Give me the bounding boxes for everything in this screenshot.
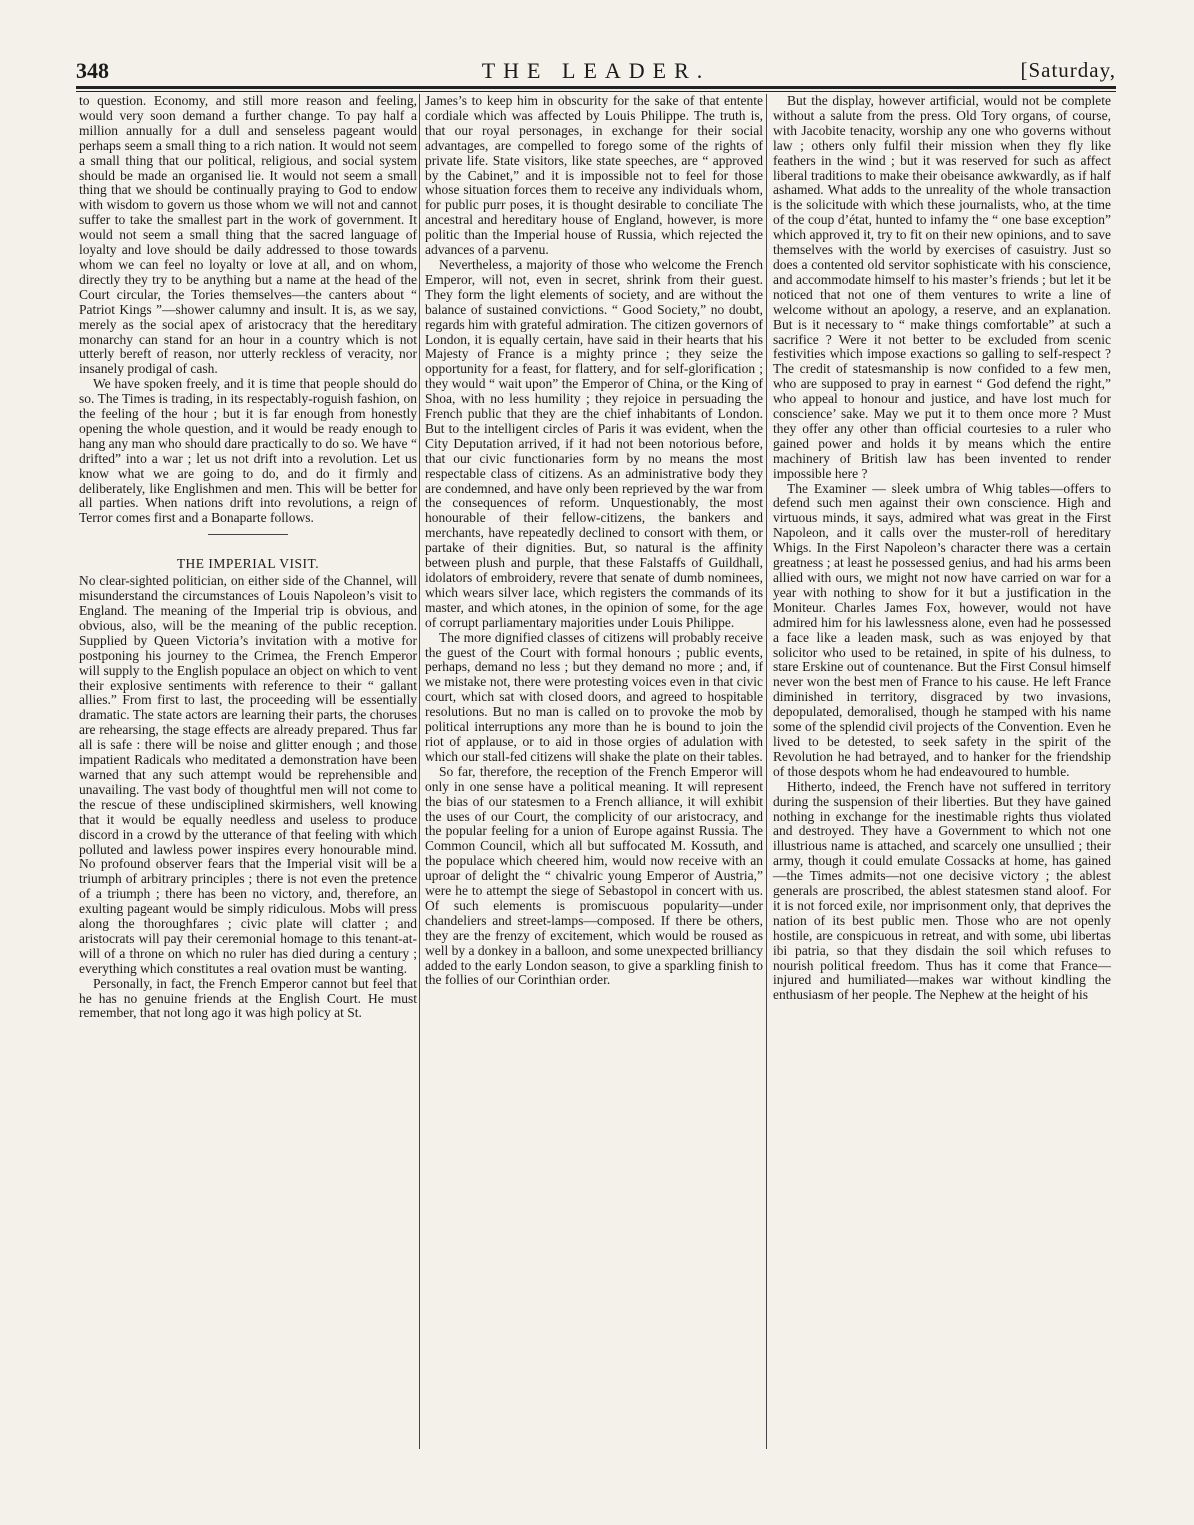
paragraph: We have spoken freely, and it is time that people should do so. The Times is trading, in its respectably-roguish fashion, on the feeling of the hour ; but it is far enough from honestly opening the whole question, and it would be ready enough to hang any man who should dare practically to do so. We have “ drifted” into a war ; let us not drift into a revolution. Let us know what we are going to do, and do it firmly and deliberately, like Englishmen and men. This will be better for all parties. When nations drift into revolutions, a reign of Terror comes first and a Bonaparte follows. <box>79 376 417 526</box>
paragraph: No clear-sighted politician, on either side of the Channel, will misunderstand the circumstances of Louis Napoleon’s visit to England. The meaning of the Imperial trip is obvious, and obvious, also, will be the meaning of the public reception. Supplied by Queen Victoria’s invitation with a motive for postponing his journey to the Crimea, the French Emperor will supply to the English populace an object on which to vent their explosive sentiments with reference to their “ gallant allies.” From first to last, the proceeding will be essentially dramatic. The state actors are learning their parts, the choruses are rehearsing, the stage effects are already prepared. Thus far all is safe : there will be noise and glitter enough ; and those impatient Radicals who meditated a demonstration have been warned that any such attempt would be reprehensible and unavailing. The vast body of thoughtful men will not come to the rescue of these undisciplined skirmishers, well knowing that it would be equally needless and useless to produce discord in a crowd by the utterance of that feeling with which polluted and lawless power inspires every honourable mind. No profound observer fears that the Imperial visit will be a triumph of arbitrary principles ; there is not even the pretence of a triumph ; there has been no victory, and, therefore, an exulting pageant would be simply ridiculous. Mobs will press along the thoroughfares ; civic plate will clatter ; and aristocrats will pay their ceremonial homage to this tenant-at-will of a throne on which no ruler has died during a century ; everything which constitutes a real ovation must be wanting. <box>79 573 417 976</box>
header-rule <box>76 86 1116 89</box>
column-divider <box>419 94 420 1449</box>
masthead-title: THE LEADER. <box>481 58 711 83</box>
column-2 <box>425 94 763 988</box>
header-rule-thin <box>76 91 1116 92</box>
paragraph: Nevertheless, a majority of those who welcome the French Emperor, will not, even in secret, shrink from their guest. They form the light elements of society, and are without the balance of sustained convictions. “ Good Society,” no doubt, regards him with grateful admiration. The citizen governors of London, it is equally certain, have said in their hearts that his Majesty of France is a mighty prince ; they seize the opportunity for a feast, for flattery, and for self-glorification ; they would “ wait upon” the Emperor of China, or the King of Shoa, with no less humility ; they rejoice in persuading the French public that they are the chief inhabitants of London. But to the intelligent circles of Paris it was evident, when the City Deputation arrived, if it had not been notorious before, that our civic functionaries form by no means the most respectable class of citizens. As an administrative body they are condemned, and have only been reprieved by the war from the consequences of reform. Unquestionably, the most honourable of their fellow-citizens, the bankers and merchants, have repeatedly declined to consort with them, or partake of their dignities. But, so natural is the affinity between plush and purple, that these Falstaffs of Guildhall, idolators of embroidery, revere that senate of dumb nominees, which wears silver lace, which registers the commands of its master, and which atones, in the opinion of some, for the age of corrupt parliamentary majorities under Louis Philippe. <box>425 256 763 630</box>
column-1 <box>79 94 417 1021</box>
page-number: 348 <box>76 58 109 83</box>
article-heading: THE IMPERIAL VISIT. <box>176 556 320 572</box>
paragraph: to question. Economy, and still more reason and feeling, would very soon demand a further change. To pay half a million annually for a dull and senseless pageant would perhaps seem a small thing to a rich nation. It would not seem a small thing that our political, religious, and social system should be made an organised lie. It would not seem a small thing that we should be continually praying to God to endow with wisdom to govern us those whom we will not and cannot suffer to take the smallest part in the work of government. It would not seem a small thing that the sacred language of loyalty and love should be daily addressed to those towards whom we can feel no loyalty or love at all, and on whom, directly they try to be anything but a name at the head of the Court circular, the Tories themselves—the canters about “ Patriot Kings ”—shower calumny and insult. It is, as we say, merely as the social apex of aristocracy that the hereditary monarchy can stand for an hour in a country which is not utterly bereft of reason, nor utterly reckless of veracity, nor insanely prodigal of cash. <box>79 93 417 377</box>
paragraph: So far, therefore, the reception of the French Emperor will only in one sense have a political meaning. It will represent the bias of our statesmen to a French alliance, it will exhibit the uses of our Court, the complicity of our aristocracy, and the popular feeling for a union of Europe against Russia. The Common Council, which all but suffocated M. Kossuth, and the populace which cheered him, would now receive with an uproar of delight the “ chivalric young Emperor of Austria,” were he to attempt the siege of Sebastopol in concert with us. Of such elements is promiscuous popularity—under chandeliers and street-lamps—composed. If there be others, they are the frenzy of excitement, which would be roused as well by a donkey in a balloon, and some unexpected brilliancy added to the early London season, to give a sparkling finish to the follies of our Corinthian order. <box>425 763 763 988</box>
paragraph: Hitherto, indeed, the French have not suffered in territory during the suspension of their liberties. But they have gained nothing in exchange for the inestimable rights thus violated and destroyed. They have a Government to which not one illustrious name is attached, and scarcely one unsullied ; their army, though it could emulate Cossacks at home, has gained—the Times admits—not one decisive victory ; the ablest generals are proscribed, the ablest statesmen stand aloof. For it is not forced exile, nor imprisonment only, that deprives the nation of its best public men. Those who are not openly hostile, are conspicuous in retreat, and with some, ubi libertas ibi patria, so that they disdain the soil which refuses to nourish political freedom. Thus has it come that France—injured and humiliated—makes war without kindling the enthusiasm of her people. The Nephew at the height of his <box>773 778 1111 1003</box>
dateline: [Saturday, <box>1020 58 1116 82</box>
paragraph: James’s to keep him in obscurity for the sake of that entente cordiale which was affected by Louis Philippe. The truth is, that our royal personages, in exchange for their social advantages, are compelled to forego some of the rights of private life. State visitors, like state speeches, are “ approved by the Cabinet,” and it is impossible not to feel for those whose situation forces them to receive any individuals whom, for public purr poses, it is thought desirable to conciliate The ancestral and hereditary house of England, however, is more politic than the Imperial house of Russia, which rejected the advances of a parvenu. <box>425 93 763 258</box>
column-3 <box>773 94 1111 1003</box>
page-header <box>76 54 1116 88</box>
paragraph: Personally, in fact, the French Emperor cannot but feel that he has no genuine friends at the English Court. He must remember, that not long ago it was high policy at St. <box>79 975 417 1021</box>
section-rule <box>208 534 288 535</box>
paragraph: But the display, however artificial, would not be complete without a salute from the press. Old Tory organs, of course, with Jacobite tenacity, worship any one who governs without law ; others only fulfil their mission when they fly like feathers in the wind ; but it was reserved for such as affect liberal traditions to make their obeisance awkwardly, as if half ashamed. What adds to the unreality of the whole transaction is the solicitude with which these journalists, who, at the time of the coup d’état, hunted to infamy the “ one base exception” which approved it, try to fit on their new opinions, and to save themselves with the world by exercises of casuistry. Just so does a contented old servitor sophisticate with his conscience, and accommodate himself to his master’s friends ; but let it be noticed that not one of them ventures to write a line of welcome without an apology, a reserve, and an explanation. But is it necessary to “ make things comfortable” at such a sacrifice ? Were it not better to be excluded from scenic festivities which impose exactions so galling to self-respect ? The credit of statesmanship is now confided to a few men, who are supposed to pray in earnest “ God defend the right,” who appeal to honour and justice, and have lost much for conscience’ sake. May we put it to them once more ? Must they offer any other than official courtesies to a ruler who gained power and holds it by means which the entire machinery of British law has been invented to render impossible here ? <box>773 93 1111 481</box>
paragraph: The Examiner — sleek umbra of Whig tables—offers to defend such men against their own conscience. High and virtuous minds, it says, admired what was great in the First Napoleon, and it calls over the muster-roll of hereditary Whigs. In the First Napoleon’s character there was a certain greatness ; at least he possessed genius, and had his arms been allied with ours, we might not now have carried on war for a year with nothing to show for it but a justification in the Moniteur. Charles James Fox, however, would not have admired him for his lawlessness alone, even had he possessed a face like a leaden mask, such as was enjoyed by that solicitor who used to be retained, in spite of his dulness, to stare Erskine out of countenance. But the First Consul himself never won the best men of France to his cause. He left France diminished in territory, disgraced by two invasions, depopulated, demoralised, though he stamped with his name some of the splendid civil projects of the Convention. Even he lived to be detested, to seek safety in the spirit of the Revolution he had betrayed, and to hanker for the friendship of those despots whom he had endeavoured to humble. <box>773 480 1111 779</box>
paragraph: The more dignified classes of citizens will probably receive the guest of the Court with formal honours ; public events, perhaps, demand no less ; but they demand no more ; and, if we mistake not, there were protesting voices even in that civic court, which sat with closed doors, and agreed to hospitable resolutions. But no man is called on to provoke the mob by political interruptions any more than he is bound to join the riot of applause, or to aid in those orgies of adulation with which our stall-fed citizens will shake the plate on their tables. <box>425 629 763 764</box>
column-divider <box>766 94 767 1449</box>
